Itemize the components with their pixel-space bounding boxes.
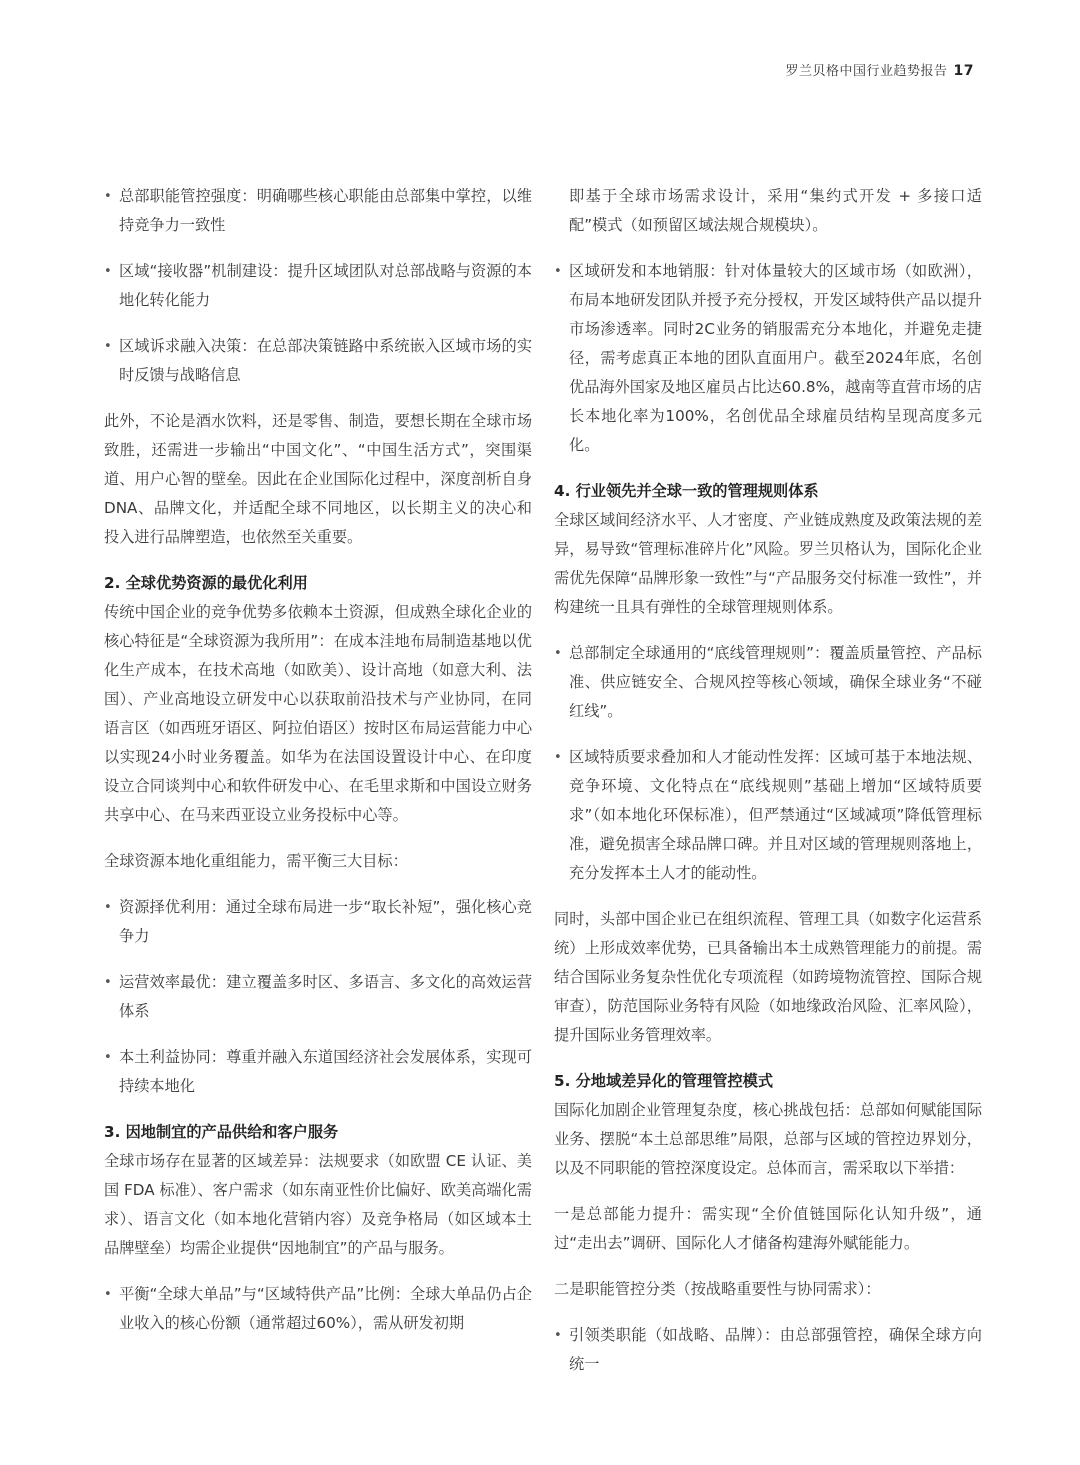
section-heading: 3. 因地制宜的产品供给和客户服务 bbox=[104, 1123, 339, 1141]
paragraph: 此外，不论是酒水饮料，还是零售、制造，要想长期在全球市场致胜，还需进一步输出“中国文化”、“中国生活方式”，突围渠道、用户心智的壁垒。因此在企业国际化过程中，深度剖析自身DNA、品牌文化，并适配全球不同地区，以长期主义的决心和投入进行品牌塑造，也依然至关重要。 bbox=[104, 412, 532, 546]
paragraph: 一是总部能力提升：需实现“全价值链国际化认知升级”，通过“走出去”调研、国际化人才储备构建海外赋能能力。 bbox=[554, 1205, 982, 1252]
paragraph: 二是职能管控分类（按战略重要性与协同需求）： bbox=[554, 1280, 881, 1298]
bullet-icon: • bbox=[104, 189, 112, 204]
paragraph: 全球市场存在显著的区域差异：法规要求（如欧盟 CE 认证、美国 FDA 标准）、客户需求（如东南亚性价比偏好、欧美高端化需求）、语言文化（如本地化营销内容）及竞争格局（如区域本土品牌壁垒）均需企业提供“因地制宜”的产品与服务。 bbox=[104, 1152, 532, 1257]
bullet-icon: • bbox=[554, 1328, 562, 1343]
paragraph: 全球资源本地化重组能力，需平衡三大目标： bbox=[104, 852, 408, 870]
bullet-icon: • bbox=[104, 264, 112, 279]
paragraph: 传统中国企业的竞争优势多依赖本土资源，但成熟全球化企业的核心特征是“全球资源为我所用”：在成本洼地布局制造基地以优化生产成本，在技术高地（如欧美）、设计高地（如意大利、法国）、产业高地设立研发中心以获取前沿技术与产业协同，在同语言区（如西班牙语区、阿拉伯语区）按时区布局运营能力中心以实现24小时业务覆盖。如华为在法国设置设计中心、在印度设立合同谈判中心和软件研发中心、在毛里求斯和中国设立财务共享中心、在马来西亚设立业务投标中心等。 bbox=[104, 603, 532, 824]
bullet-icon: • bbox=[554, 750, 562, 765]
list-item: • 平衡“全球大单品”与“区域特供产品”比例：全球大单品仍占企业收入的核心份额（通常超过60%），需从研发初期 bbox=[104, 1280, 532, 1338]
bullet-icon: • bbox=[104, 1050, 112, 1065]
list-item: • 总部职能管控强度：明确哪些核心职能由总部集中掌控，以维持竞争力一致性 bbox=[104, 182, 532, 240]
bullet-icon: • bbox=[104, 975, 112, 990]
bullet-icon: • bbox=[104, 1287, 112, 1302]
bullet-icon: • bbox=[554, 264, 562, 279]
page-number: 17 bbox=[953, 63, 974, 79]
page-header bbox=[786, 60, 975, 79]
bullet-icon: • bbox=[104, 339, 112, 354]
paragraph: 全球区域间经济水平、人才密度、产业链成熟度及政策法规的差异，易导致“管理标准碎片化”风险。罗兰贝格认为，国际化企业需优先保障“品牌形象一致性”与“产品服务交付标准一致性”，并构建统一且具有弹性的全球管理规则体系。 bbox=[554, 511, 982, 616]
paragraph: 国际化加剧企业管理复杂度，核心挑战包括：总部如何赋能国际业务、摆脱“本土总部思维”局限，总部与区域的管控边界划分，以及不同职能的管控深度设定。总体而言，需采取以下举措： bbox=[554, 1101, 982, 1177]
bullet-icon: • bbox=[554, 646, 562, 661]
list-item: • 区域特质要求叠加和人才能动性发挥：区域可基于本地法规、竞争环境、文化特点在“底线规则”基础上增加“区域特质要求”（如本地化环保标准），但严禁通过“区域减项”降低管理标准，避免损害全球品牌口碑。并且对区域的管理规则落地上，充分发挥本土人才的能动性。 bbox=[554, 743, 982, 888]
list-item: • 引领类职能（如战略、品牌）：由总部强管控，确保全球方向统一 bbox=[554, 1321, 982, 1379]
list-item: • 资源择优利用：通过全球布局进一步“取长补短”，强化核心竞争力 bbox=[104, 893, 532, 951]
list-item: • 总部制定全球通用的“底线管理规则”：覆盖质量管控、产品标准、供应链安全、合规风控等核心领域，确保全球业务“不碰红线”。 bbox=[554, 639, 982, 726]
bullet-icon: • bbox=[104, 900, 112, 915]
section-heading: 4. 行业领先并全球一致的管理规则体系 bbox=[554, 482, 819, 500]
list-item: • 区域研发和本地销服：针对体量较大的区域市场（如欧洲），布局本地研发团队并授予充分授权，开发区域特供产品以提升市场渗透率。同时2C业务的销服需充分本地化，并避免走捷径，需考虑真正本地的团队直面用户。截至2024年底，名创优品海外国家及地区雇员占比达60.8%，越南等直营市场的店长本地化率为100%，名创优品全球雇员结构呈现高度多元化。 bbox=[554, 257, 982, 460]
list-item: • 运营效率最优：建立覆盖多时区、多语言、多文化的高效运营体系 bbox=[104, 968, 532, 1026]
report-title: 罗兰贝格中国行业趋势报告 bbox=[785, 64, 948, 79]
section-heading: 2. 全球优势资源的最优化利用 bbox=[104, 574, 308, 592]
paragraph: 同时，头部中国企业已在组织流程、管理工具（如数字化运营系统）上形成效率优势，已具备输出本土成熟管理能力的前提。需结合国际业务复杂性优化专项流程（如跨境物流管控、国际合规审查），防范国际业务特有风险（如地缘政治风险、汇率风险），提升国际业务管理效率。 bbox=[554, 910, 982, 1044]
list-item: • 区域诉求融入决策：在总部决策链路中系统嵌入区域市场的实时反馈与战略信息 bbox=[104, 332, 532, 390]
right-column bbox=[554, 182, 982, 1396]
list-item: • 本土利益协同：尊重并融入东道国经济社会发展体系，实现可持续本地化 bbox=[104, 1043, 532, 1101]
section-heading: 5. 分地域差异化的管理管控模式 bbox=[554, 1072, 774, 1090]
list-item: • 区域“接收器”机制建设：提升区域团队对总部战略与资源的本地化转化能力 bbox=[104, 257, 532, 315]
continued-text: 即基于全球市场需求设计，采用“集约式开发 + 多接口适配”模式（如预留区域法规合规模块）。 bbox=[569, 187, 982, 234]
left-column bbox=[104, 182, 532, 1355]
